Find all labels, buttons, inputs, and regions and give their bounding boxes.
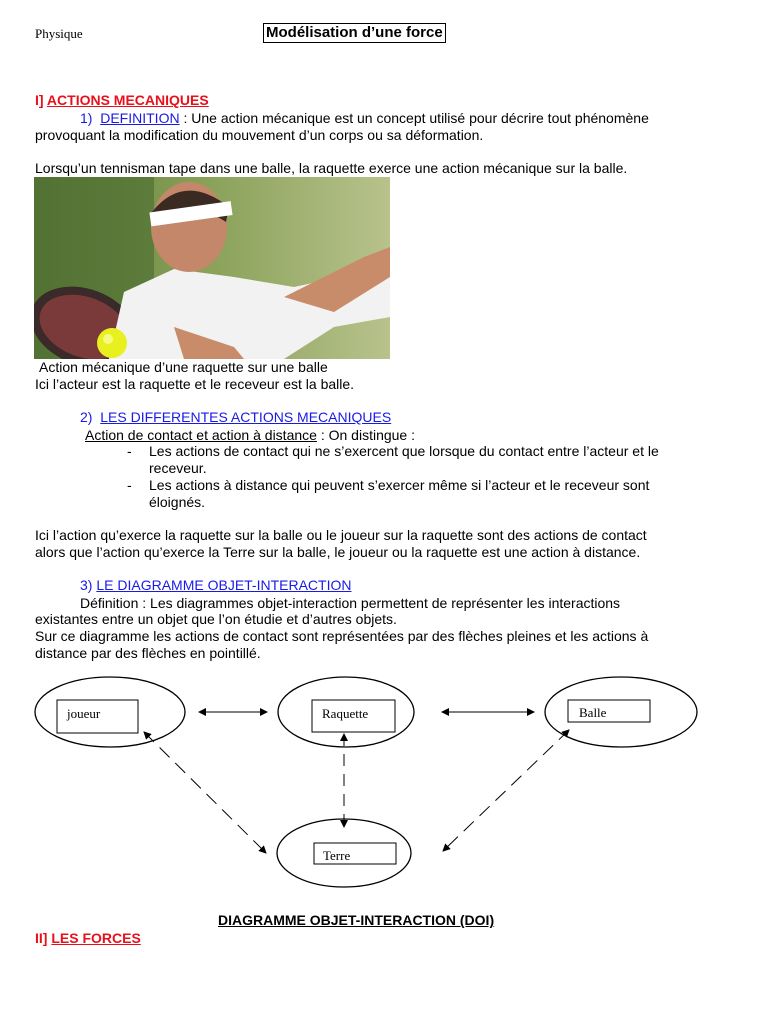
- subheading-3: [80, 577, 351, 594]
- bullet-contact-cont: receveur.: [149, 460, 207, 476]
- node-label-joueur: joueur: [67, 706, 101, 721]
- sub-title: DEFINITION: [100, 110, 180, 126]
- interaction-diagram: [0, 670, 768, 910]
- photo-caption: Action mécanique d’une raquette sur une balle: [39, 359, 328, 375]
- bullet-dash: -: [127, 443, 132, 459]
- section-heading-1: [35, 92, 209, 108]
- example-text: Lorsqu’un tennisman tape dans une balle, la raquette exerce une action mécanique sur la balle.: [35, 160, 628, 176]
- bullet-distance: Les actions à distance qui peuvent s’exercer même si l’acteur et le receveur sont: [149, 477, 650, 493]
- doi-description: Sur ce diagramme les actions de contact sont représentées par des flèches pleines et les actions à: [35, 628, 649, 644]
- definition-text-cont: provoquant la modification du mouvement d’un corps ou sa déformation.: [35, 127, 484, 143]
- sub-title: LES DIFFERENTES ACTIONS MECANIQUES: [100, 409, 392, 425]
- node-label-terre: Terre: [323, 848, 351, 863]
- arrow-distance-balle-terre: [443, 730, 569, 851]
- tennis-photo: [34, 177, 390, 359]
- paragraph-line: alors que l’action qu’exerce la Terre sur la balle, le joueur ou la raquette est une action à distance.: [35, 544, 641, 560]
- paragraph-line: Ici l’action qu’exerce la raquette sur la balle ou le joueur sur la raquette sont des actions de contact: [35, 527, 647, 543]
- doi-definition-cont: existantes entre un objet que l’on étudie et d’autres objets.: [35, 611, 397, 627]
- sub-number: 2): [80, 409, 93, 425]
- subject-label: Physique: [35, 26, 83, 41]
- doi-description-cont: distance par des flèches en pointillé.: [35, 645, 261, 661]
- definition-line: [80, 110, 649, 127]
- doi-definition: Définition : Les diagrammes objet-interaction permettent de représenter les interactions: [80, 595, 621, 611]
- bullet-contact: Les actions de contact qui ne s’exercent que lorsque du contact entre l’acteur et le: [149, 443, 659, 459]
- section-title: ACTIONS MECANIQUES: [46, 92, 209, 108]
- bullet-distance-cont: éloignés.: [149, 494, 206, 510]
- sub-number: 3): [80, 577, 93, 593]
- diagram-caption: DIAGRAMME OBJET-INTERACTION (DOI): [218, 912, 495, 928]
- distinguish-line: Action de contact et action à distance : On distingue :: [85, 427, 415, 443]
- node-label-raquette: Raquette: [322, 706, 369, 721]
- section-number: II]: [35, 930, 52, 946]
- arrow-distance-joueur-terre: [144, 732, 266, 853]
- page-title: Modélisation d’une force: [263, 23, 446, 43]
- section-heading-2: [35, 930, 141, 946]
- definition-text: : Une action mécanique est un concept utilisé pour décrire tout phénomène: [179, 110, 649, 126]
- actor-receiver-text: Ici l’acteur est la raquette et le receveur est la balle.: [35, 376, 355, 392]
- sub-title: LE DIAGRAMME OBJET-INTERACTION: [96, 577, 352, 593]
- subheading-2: [80, 409, 391, 426]
- section-title: LES FORCES: [51, 930, 141, 946]
- section-number: I]: [35, 92, 47, 108]
- node-label-balle: Balle: [579, 705, 607, 720]
- sub-number: 1): [80, 110, 93, 126]
- bullet-dash: -: [127, 477, 132, 493]
